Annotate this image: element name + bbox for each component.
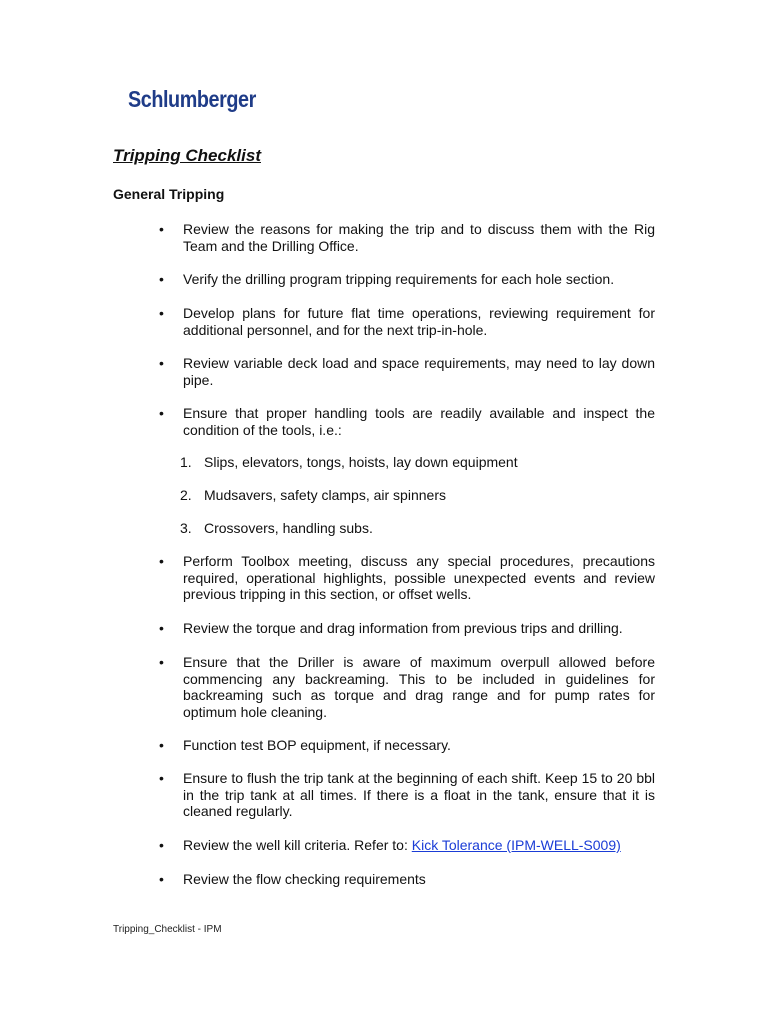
subitem-number: 2. <box>180 487 192 503</box>
subitem: Mudsavers, safety clamps, air spinners <box>204 487 446 503</box>
subitem: Slips, elevators, tongs, hoists, lay down equipment <box>204 454 518 470</box>
bullet-marker: • <box>159 837 164 853</box>
bullet-marker: • <box>159 221 164 237</box>
list-item: Review the flow checking requirements <box>183 871 426 887</box>
section-heading: General Tripping <box>113 186 225 202</box>
bullet-marker: • <box>159 405 164 421</box>
list-item: Review the reasons for making the trip and to discuss them with the Rig Team and the Drilling Office. <box>183 221 655 254</box>
page-footer: Tripping_Checklist - IPM <box>113 924 222 935</box>
bullet-marker: • <box>159 553 164 569</box>
bullet-marker: • <box>159 620 164 636</box>
subitem-number: 1. <box>180 454 192 470</box>
subitem: Crossovers, handling subs. <box>204 520 373 536</box>
list-item: Review variable deck load and space requirements, may need to lay down pipe. <box>183 355 655 388</box>
list-item <box>183 837 655 854</box>
list-item-text: Review the well kill criteria. Refer to: <box>183 837 412 853</box>
bullet-marker: • <box>159 654 164 670</box>
bullet-marker: • <box>159 305 164 321</box>
document-title: Tripping Checklist <box>113 146 261 165</box>
list-item: Verify the drilling program tripping requirements for each hole section. <box>183 271 615 287</box>
list-item: Review the torque and drag information from previous trips and drilling. <box>183 620 623 636</box>
list-item: Function test BOP equipment, if necessary. <box>183 737 451 753</box>
list-item: Perform Toolbox meeting, discuss any special procedures, precautions required, operational highlights, possible unexpected events and review previous tripping in this section, or offset wells. <box>183 553 655 603</box>
list-item: Develop plans for future flat time operations, reviewing requirement for additional personnel, and for the next trip-in-hole. <box>183 305 655 338</box>
bullet-marker: • <box>159 271 164 287</box>
list-item: Ensure that the Driller is aware of maximum overpull allowed before commencing any backreaming. This to be included in guidelines for backreaming such as torque and drag range and for pump rates for optimum hole cleaning. <box>183 654 655 720</box>
bullet-marker: • <box>159 770 164 786</box>
kick-tolerance-link[interactable]: Kick Tolerance (IPM-WELL-S009) <box>411 837 621 853</box>
list-item: Ensure that proper handling tools are readily available and inspect the condition of the tools, i.e.: <box>183 405 655 438</box>
company-logo: Schlumberger <box>128 86 256 112</box>
list-item: Ensure to flush the trip tank at the beginning of each shift. Keep 15 to 20 bbl in the trip tank at all times. If there is a float in the tank, ensure that it is cleaned regularly. <box>183 770 655 820</box>
bullet-marker: • <box>159 355 164 371</box>
bullet-marker: • <box>159 737 164 753</box>
subitem-number: 3. <box>180 520 192 536</box>
bullet-marker: • <box>159 871 164 887</box>
